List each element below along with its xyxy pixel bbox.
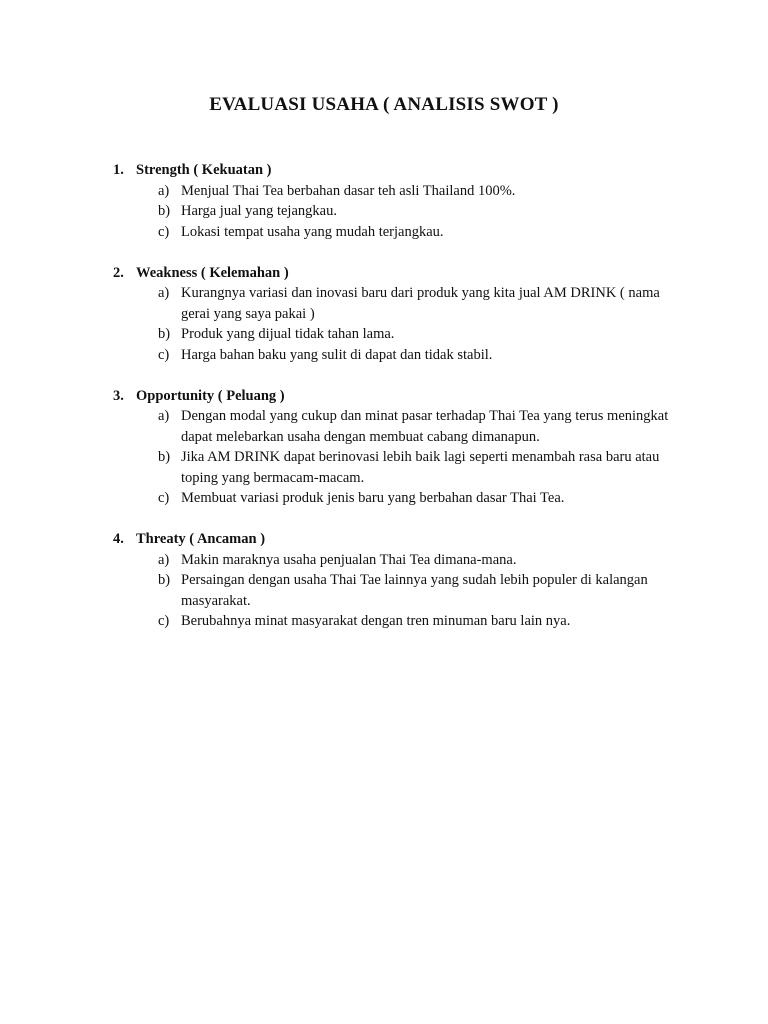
item-text: Berubahnya minat masyarakat dengan tren minuman baru lain nya. [181,613,571,629]
section-items [113,550,673,632]
section-title: Opportunity ( Peluang ) [136,387,285,404]
section-heading [113,160,673,181]
list-item [158,570,673,611]
item-letter: b) [158,572,171,588]
list-item [158,283,673,324]
section-items [113,406,673,509]
section-title: Threaty ( Ancaman ) [136,531,266,547]
list-item [158,447,673,488]
item-letter: a) [158,408,170,424]
swot-section-list [113,160,673,652]
item-letter: b) [158,326,171,342]
item-letter: c) [158,613,170,629]
section-threaty [113,529,673,632]
item-text: Menjual Thai Tea berbahan dasar teh asli Thailand 100%. [181,182,516,199]
item-text: Dengan modal yang cukup dan minat pasar terhadap Thai Tea yang terus meningkat dapat melebarkan usaha dengan membuat cabang dimanapun. [181,408,669,445]
section-heading [113,263,673,284]
section-number: 4. [113,531,124,547]
section-heading [113,529,673,550]
item-letter: b) [158,203,171,219]
item-letter: a) [158,551,170,568]
list-item [158,201,673,222]
list-item [158,222,673,243]
item-text: Membuat variasi produk jenis baru yang berbahan dasar Thai Tea. [181,490,565,506]
item-text: Makin maraknya usaha penjualan Thai Tea dimana-mana. [181,551,517,568]
section-title: Strength ( Kekuatan ) [136,162,272,178]
list-item [158,488,673,509]
item-letter: b) [158,449,171,465]
item-text: Harga jual yang tejangkau. [181,203,337,219]
item-letter: c) [158,223,170,240]
section-title: Weakness ( Kelemahan ) [136,264,289,281]
section-number: 2. [113,264,124,281]
section-heading [113,386,673,407]
list-item [158,550,673,571]
item-letter: c) [158,346,170,363]
item-text: Produk yang dijual tidak tahan lama. [181,326,395,342]
item-text: Kurangnya variasi dan inovasi baru dari produk yang kita jual AM DRINK ( nama gerai yang saya pakai ) [181,285,660,322]
section-items [113,283,673,365]
section-opportunity [113,386,673,509]
item-text: Harga bahan baku yang sulit di dapat dan tidak stabil. [181,346,493,363]
list-item [158,406,673,447]
list-item [158,324,673,345]
section-number: 3. [113,387,124,404]
section-number: 1. [113,162,124,178]
item-text: Jika AM DRINK dapat berinovasi lebih baik lagi seperti menambah rasa baru atau toping yang bermacam-macam. [181,449,660,486]
document-title: EVALUASI USAHA ( ANALISIS SWOT ) [209,94,559,115]
section-strength [113,160,673,242]
list-item [158,345,673,366]
item-letter: c) [158,490,170,506]
item-letter: a) [158,285,170,301]
item-text: Persaingan dengan usaha Thai Tae lainnya yang sudah lebih populer di kalangan masyarakat. [181,572,648,609]
item-letter: a) [158,182,170,199]
item-text: Lokasi tempat usaha yang mudah terjangkau. [181,223,444,240]
section-weakness [113,263,673,366]
list-item [158,181,673,202]
list-item [158,611,673,632]
section-items [113,181,673,243]
